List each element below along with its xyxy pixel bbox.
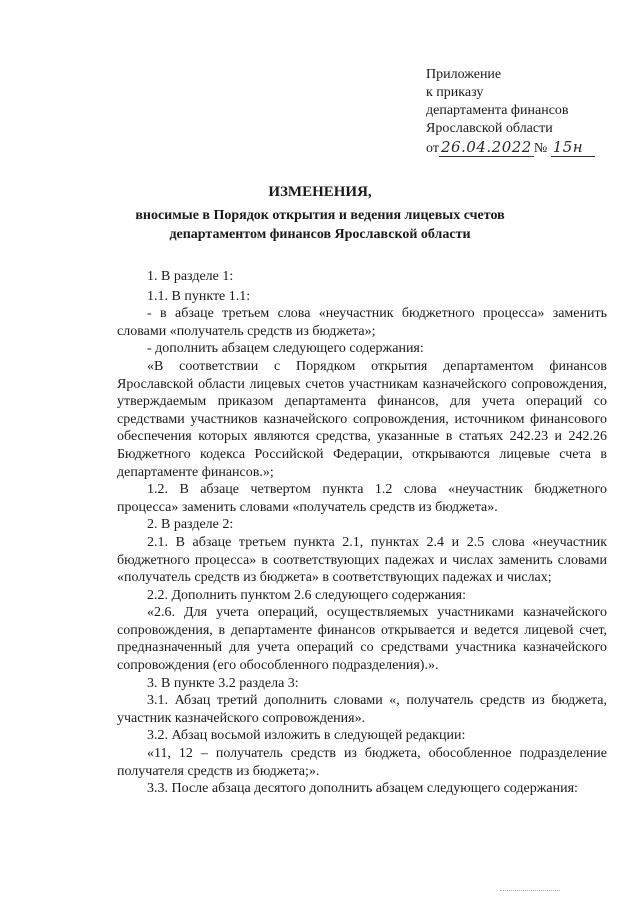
footer-divider [500, 890, 560, 891]
paragraph: «В соответствии с Порядком открытия департаментом финансов Ярославской области лицевых счетов участникам казначейского сопровождения, утверждаемым приказом департамента финансов, для учета операций со средствами участников казначейского сопровождения, источником финансового обеспечения которых являются средства, указанные в статьях 242.23 и 242.26 Бюджетного кодекса Российской Федерации, открываются лицевые счета в департаменте финансов.»; [117, 358, 607, 480]
paragraph: 3. В пункте 3.2 раздела 3: [147, 675, 299, 691]
appendix-line: Приложение [426, 67, 502, 82]
title-subtitle-line2: департаментом финансов Ярославской области [169, 227, 471, 242]
paragraph: 2. В разделе 2: [147, 517, 234, 533]
paragraph: «2.6. Для учета операций, осуществляемых участниками казначейского сопровождения, в департаменте финансов открывается и ведется лицевой счет, предназначенный для учета операций со средствами участника казначейского сопровождения (его обособленного подразделения).». [117, 605, 607, 674]
title-main: ИЗМЕНЕНИЯ, [268, 184, 372, 200]
paragraph: 2.2. Дополнить пунктом 2.6 следующего содержания: [147, 587, 467, 603]
paragraph: 1.2. В абзаце четвертом пункта 1.2 слова «неучастник бюджетного процесса» заменить словами «получатель средств из бюджета». [117, 482, 607, 515]
paragraph: - дополнить абзацем следующего содержания: [147, 341, 424, 357]
document-body [117, 268, 607, 798]
order-date-number-line [426, 138, 595, 158]
handwritten-date: 26.04.2022 [440, 138, 532, 156]
number-prefix: № [533, 141, 548, 156]
handwritten-number: 15н [551, 138, 595, 157]
paragraph: 3.2. Абзац восьмой изложить в следующей редакции: [147, 728, 466, 744]
date-prefix: от [426, 141, 439, 156]
appendix-line: к приказу [426, 85, 484, 100]
appendix-header [426, 66, 595, 158]
paragraph: 1.1. В пункте 1.1: [147, 288, 251, 304]
paragraph: 3.1. Абзац третий дополнить словами «, получатель средств из бюджета, участник казначейского сопровождения». [117, 693, 607, 726]
paragraph: - в абзаце третьем слова «неучастник бюджетного процесса» заменить словами «получатель средств из бюджета»; [117, 306, 607, 339]
paragraph: «11, 12 – получатель средств из бюджета, обособленное подразделение получателя средств из бюджета;». [117, 746, 607, 779]
appendix-line: департамента финансов [426, 103, 569, 118]
paragraph: 3.3. После абзаца десятого дополнить абзацем следующего содержания: [147, 781, 578, 797]
paragraph: 2.1. В абзаце третьем пункта 2.1, пунктах 2.4 и 2.5 слова «неучастник бюджетного процесса» в соответствующих падежах и числах заменить словами «получатель средств из бюджета» в соответствующих падежах и числах; [117, 534, 607, 586]
document-title [0, 183, 640, 244]
appendix-line: Ярославской области [426, 121, 553, 136]
paragraph: 1. В разделе 1: [147, 269, 234, 284]
title-subtitle-line1: вносимые в Порядок открытия и ведения лицевых счетов [135, 208, 505, 223]
